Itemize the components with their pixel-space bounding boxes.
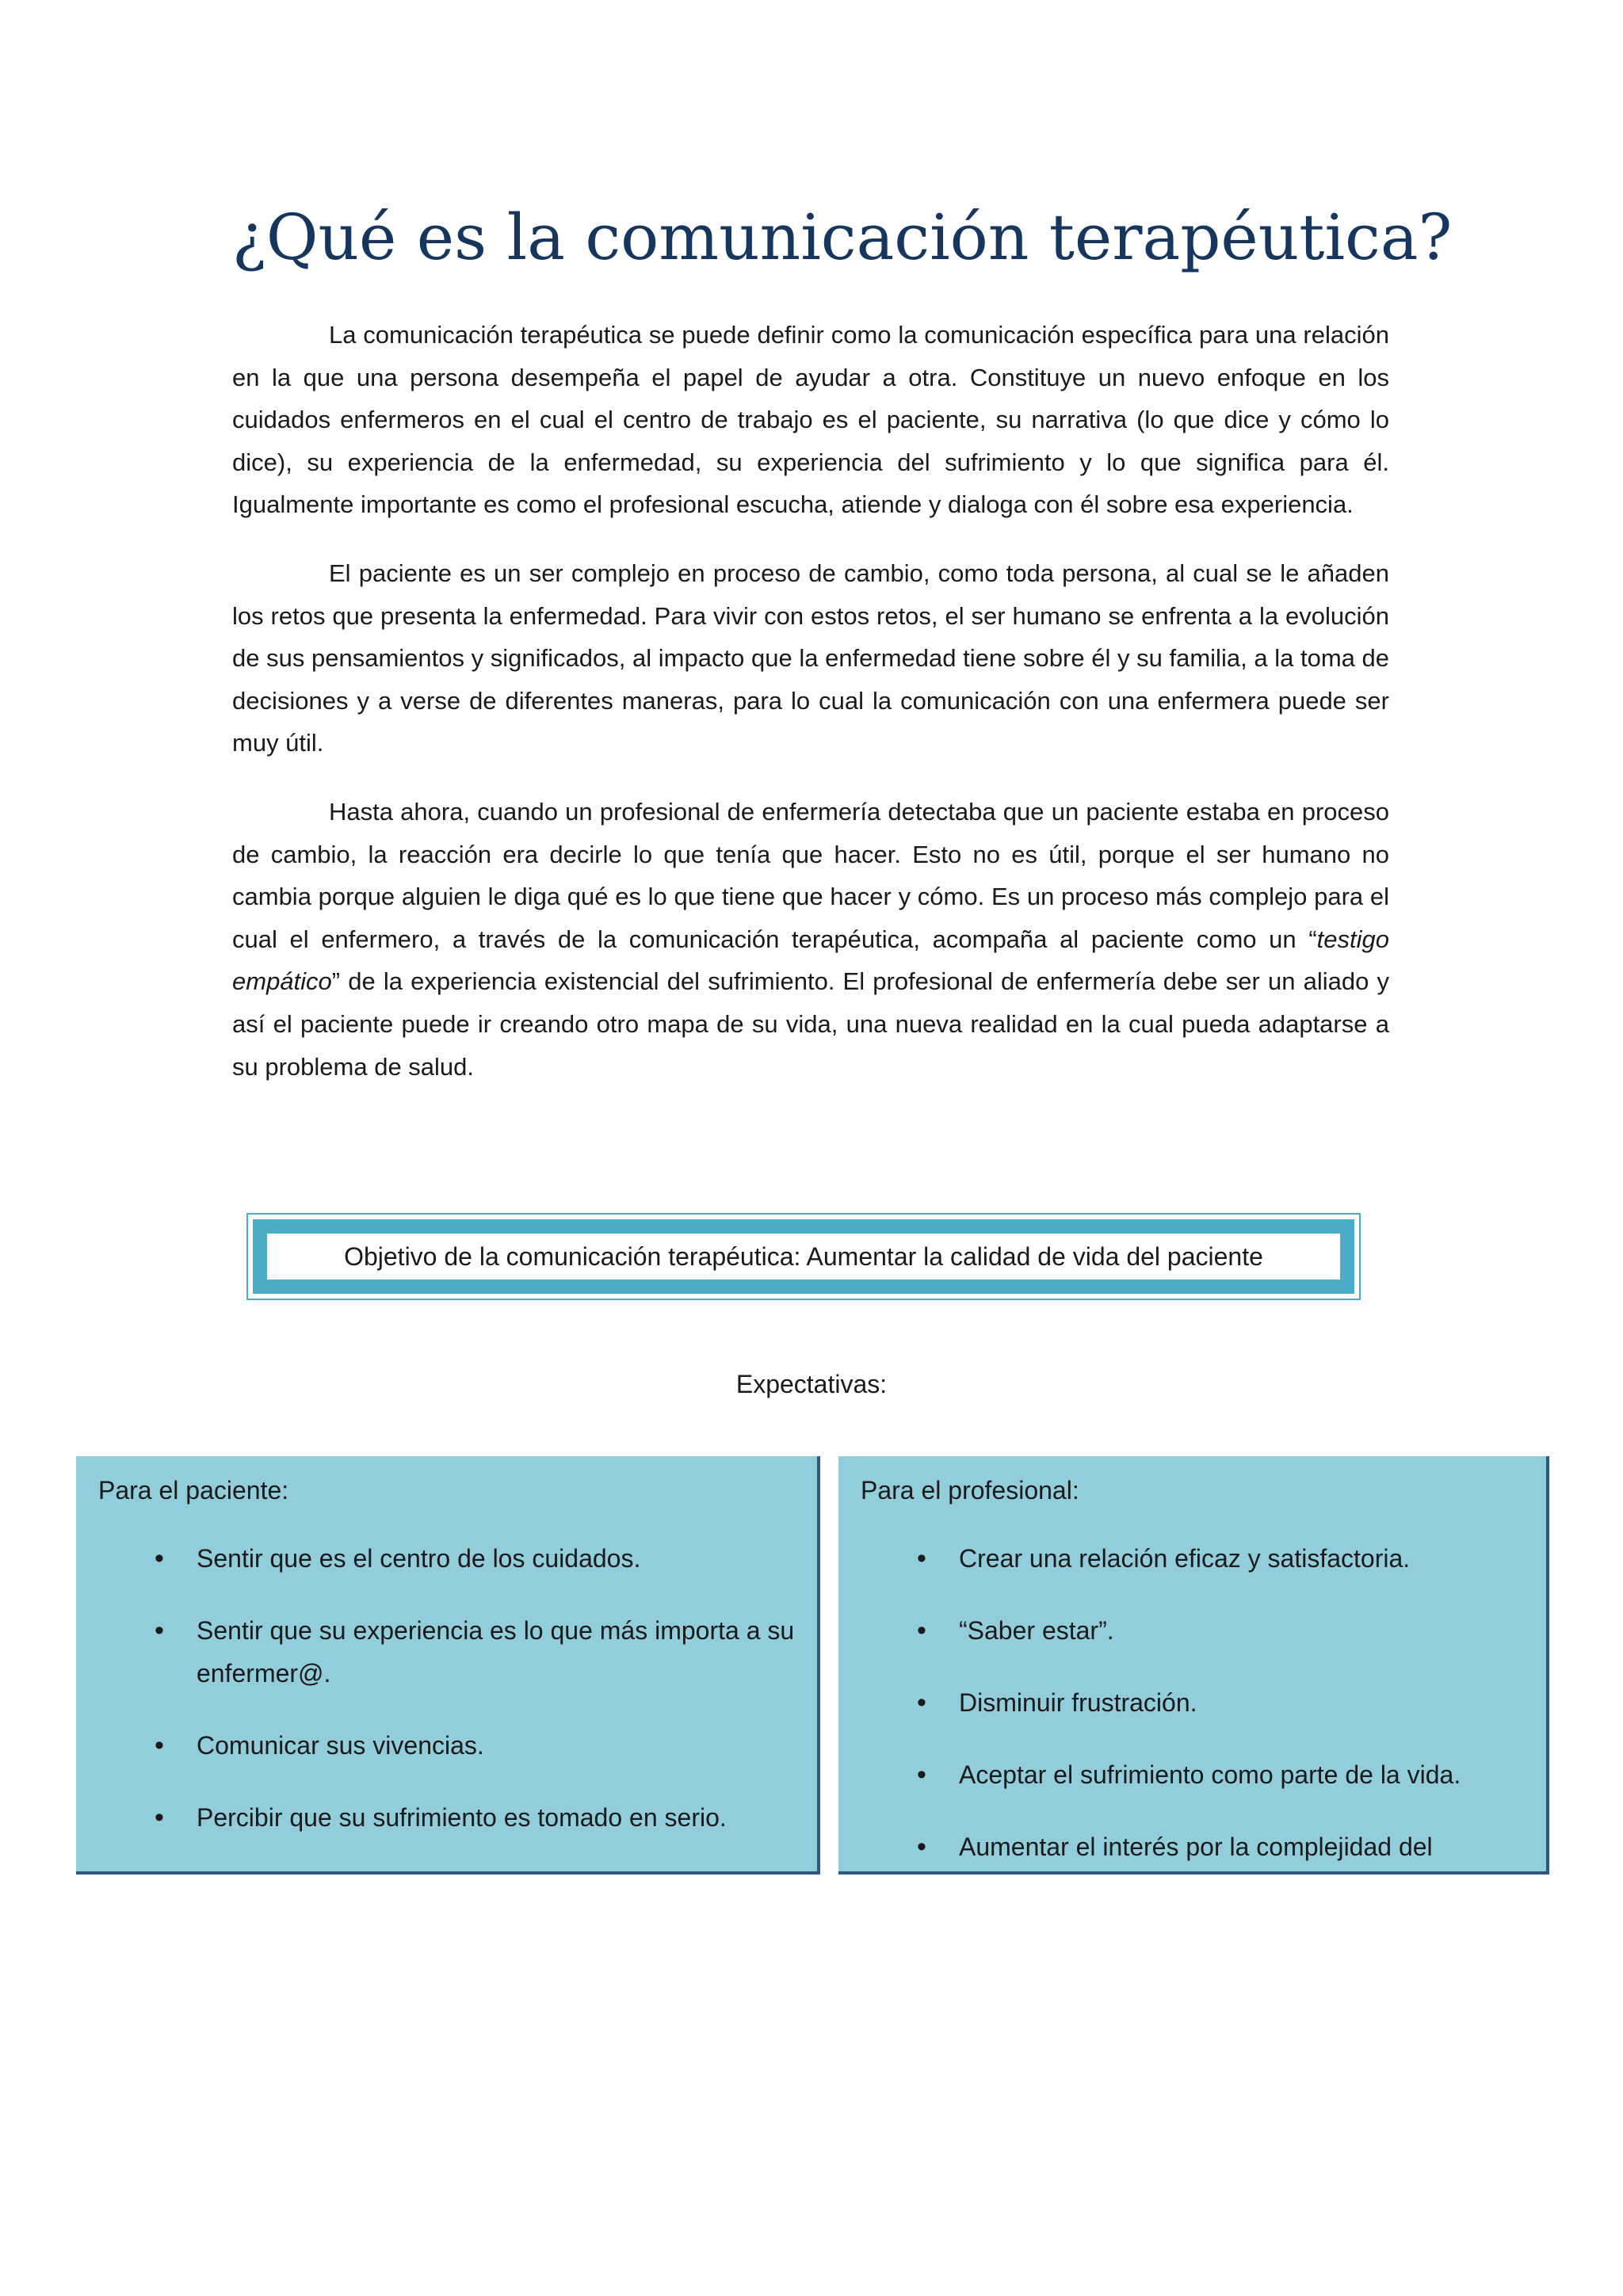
list-item-text: Crear una relación eficaz y satisfactoria. [959,1544,1411,1573]
paragraph-patient: El paciente es un ser complejo en proceso de cambio, como toda persona, al cual se le añaden los retos que presenta la enfermedad. Para vivir con estos retos, el ser humano se enfrenta a la evolución de sus pensamientos y significados, al impacto que la enfermedad tiene sobre él y su familia, a la toma de decisiones y a verse de diferentes maneras, para lo cual la comunicación con una enfermera puede ser muy útil. [232,559,1389,757]
bullet-icon: • [155,1730,164,1760]
bullet-icon: • [155,1615,164,1646]
body-text [232,314,1389,1114]
list-item [838,1537,1530,1580]
patient-expectations-card [76,1456,820,1875]
list-item-text: “Saber estar”. [959,1616,1114,1645]
professional-expectations-card [838,1456,1549,1875]
expectations-label: Expectativas: [735,1370,888,1398]
list-item [838,1825,1530,1868]
list-item [76,1724,801,1767]
list-item [838,1753,1530,1796]
bullet-icon: • [917,1832,926,1862]
paragraph-nursing-start: Hasta ahora, cuando un profesional de enfermería detectaba que un paciente estaba en proceso de cambio, la reacción era decirle lo que tenía que hacer. Esto no es útil, porque el ser humano no cambia porque alguien le diga qué es lo que tiene que hacer y cómo. Es un proceso más complejo para el cual el enfermero, a través de la comunicación terapéutica, acompaña al paciente como un “ [232,797,1389,953]
patient-card-title: Para el paciente: [98,1476,289,1505]
paragraph-nursing-end: ” de la experiencia existencial del sufrimiento. El profesional de enfermería debe ser un aliado y así el paciente puede ir creando otro mapa de su vida, una nueva realidad en la cual pueda adaptarse a su problema de salud. [232,967,1389,1081]
list-item [76,1537,801,1580]
paragraph-nursing-emphasis: testigo empático [232,925,1389,996]
bullet-icon: • [917,1760,926,1790]
professional-card-title: Para el profesional: [861,1476,1079,1505]
page-title: ¿Qué es la comunicación terapéutica? [232,200,1453,274]
paragraph-nursing [232,791,1389,1088]
patient-expectations-list [76,1537,801,1868]
list-item-text: Aceptar el sufrimiento como parte de la vida. [959,1760,1461,1789]
list-item-text: Comunicar sus vivencias. [197,1731,484,1760]
paragraph-definition: La comunicación terapéutica se puede definir como la comunicación específica para una relación en la que una persona desempeña el papel de ayudar a otra. Constituye un nuevo enfoque en los cuidados enfermeros en el cual el centro de trabajo es el paciente, su narrativa (lo que dice y cómo lo dice), su experiencia de la enfermedad, su experiencia del sufrimiento y lo que significa para él. Igualmente importante es como el profesional escucha, atiende y dialoga con él sobre esa experiencia. [232,321,1389,519]
list-item [838,1609,1530,1652]
bullet-icon: • [155,1543,164,1573]
objective-text: Objetivo de la comunicación terapéutica: Aumentar la calidad de vida del paciente [253,1219,1354,1294]
list-item [76,1609,801,1695]
list-item-text: Disminuir frustración. [959,1688,1197,1717]
list-item-text: Aumentar el interés por la complejidad del [959,1833,1433,1861]
list-item-text: Percibir que su sufrimiento es tomado en serio. [197,1803,727,1832]
professional-expectations-list [838,1537,1530,1875]
bullet-icon: • [917,1543,926,1573]
bullet-icon: • [917,1688,926,1718]
list-item-text: Sentir que su experiencia es lo que más importa a su enfermer@. [197,1616,795,1688]
bullet-icon: • [917,1615,926,1646]
list-item [76,1796,801,1839]
objective-box [246,1213,1361,1300]
bullet-icon: • [155,1802,164,1833]
list-item-text: Sentir que es el centro de los cuidados. [197,1544,641,1573]
list-item [838,1681,1530,1724]
